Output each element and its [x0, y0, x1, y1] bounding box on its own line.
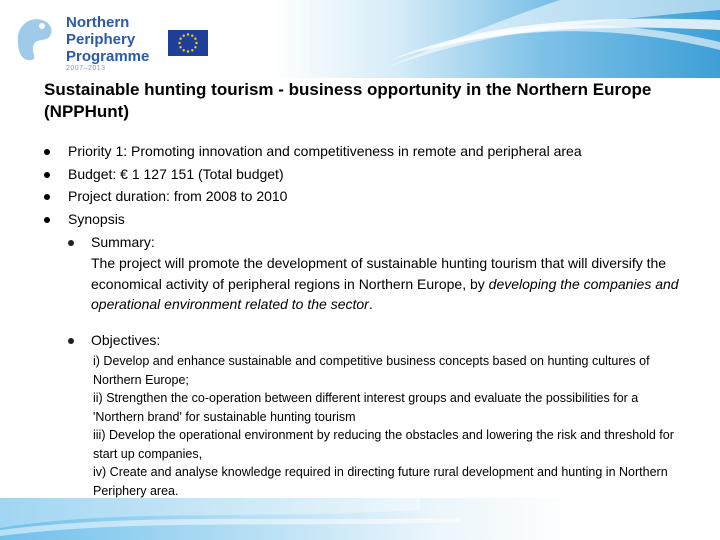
bird-logo-icon: [12, 12, 56, 62]
programme-logo: [12, 8, 152, 74]
objective-item-4: iv) Create and analyse knowledge required in directing future rural development and hunting in Northern Periphery area.: [93, 465, 668, 498]
bullet-synopsis: [44, 208, 694, 231]
summary-text-italic: developing the companies and operational environment related to the sector: [91, 275, 679, 312]
bullet-duration: [44, 185, 694, 208]
main-bullet-list: [44, 140, 694, 231]
header-banner: [0, 0, 720, 78]
bullet-dot-icon: [68, 240, 74, 246]
summary-text-start: The project will promote the development of sustainable hunting tourism that will diversify the economical activity of peripheral regions in Northern Europe, by: [91, 255, 667, 292]
bullet-text: Priority 1: Promoting innovation and competitiveness in remote and peripheral area: [68, 143, 582, 159]
summary-text: [68, 253, 683, 315]
logo-years: 2007–2013: [66, 65, 106, 72]
objectives-label: Objectives:: [91, 332, 161, 348]
bullet-dot-icon: [44, 194, 50, 200]
logo-wordmark: [66, 14, 149, 65]
bullet-text: Budget: € 1 127 151 (Total budget): [68, 165, 284, 182]
footer-band: [0, 498, 720, 540]
summary-text-end: .: [368, 296, 373, 312]
eu-stars: [168, 30, 208, 56]
bullet-dot-icon: [68, 338, 74, 344]
objective-item-2: ii) Strengthen the co-operation between different interest groups and evaluate the possibilities for a 'Northern brand' for sustainable hunting tourism: [93, 391, 639, 424]
objective-item-1: i) Develop and enhance sustainable and competitive business concepts based on hunting cultures of Northern Europe;: [93, 354, 650, 387]
logo-line-2: Periphery: [66, 31, 136, 48]
objective-item-3: iii) Develop the operational environment by reducing the obstacles and lowering the risk and threshold for start up companies,: [93, 428, 674, 461]
summary-section: [68, 231, 683, 315]
bullet-text: Synopsis: [68, 211, 125, 228]
bullet-text: Project duration: from 2008 to 2010: [68, 188, 288, 205]
slide-title: Sustainable hunting tourism - business opportunity in the Northern Europe (NPPHunt): [44, 80, 652, 121]
logo-line-1: Northern: [66, 14, 130, 31]
bullet-priority: [44, 140, 694, 163]
eu-flag-icon: [168, 30, 208, 56]
bullet-dot-icon: [44, 172, 50, 178]
objectives-section: [68, 329, 683, 500]
logo-line-3: Programme: [66, 48, 150, 65]
footer-wave-decoration: [0, 498, 720, 540]
bullet-dot-icon: [44, 149, 50, 155]
bullet-budget: [44, 163, 694, 186]
bullet-dot-icon: [44, 217, 50, 223]
summary-label: Summary:: [91, 234, 155, 250]
